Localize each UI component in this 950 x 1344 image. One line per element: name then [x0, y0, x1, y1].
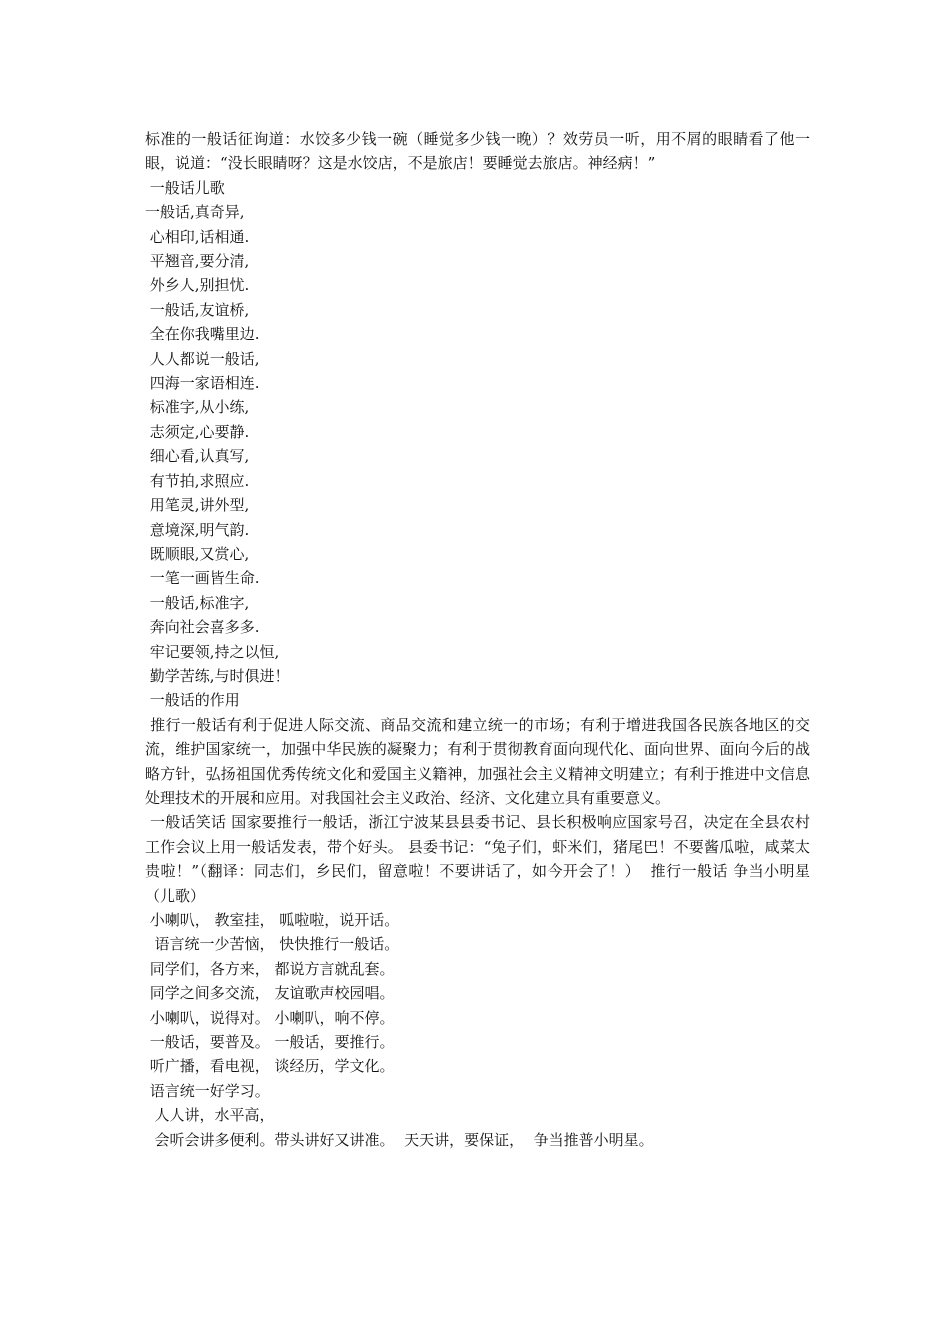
song1-line: 细心看,认真写,: [145, 447, 250, 466]
song2-line: 一般话，要普及。 一般话，要推行。: [145, 1033, 395, 1052]
song1-line: 勤学苦练,与时俱进！: [145, 666, 290, 685]
document-body: [145, 127, 815, 1152]
song1-line: 心相印,话相通.: [145, 227, 250, 246]
song2-line: 语言统一好学习。: [145, 1081, 270, 1100]
song2-line: 同学们，各方来， 都说方言就乱套。: [145, 959, 395, 978]
role-section-title: 一般话的作用: [145, 691, 240, 710]
song1-line: 人人都说一般话,: [145, 349, 260, 368]
song1-line: 一般话,真奇异,: [145, 203, 245, 222]
song2-verses: [145, 908, 810, 1152]
song1-line: 一般话,友谊桥,: [145, 300, 250, 319]
song1-line: 标准字,从小练,: [145, 398, 250, 417]
song2-line: 语言统一少苦恼， 快快推行一般话。: [145, 935, 400, 954]
song1-line: 用笔灵,讲外型,: [145, 496, 250, 515]
song2-line: 同学之间多交流， 友谊歌声校园唱。: [145, 984, 395, 1003]
song1-line: 志须定,心要静.: [145, 422, 250, 441]
song2-line: 听广播，看电视， 谈经历，学文化。: [145, 1057, 395, 1076]
song1-verses: [145, 200, 810, 688]
song2-line: 人人讲，水平高，: [145, 1106, 275, 1125]
song1-line: 牢记要领,持之以恒,: [145, 642, 280, 661]
song2-line: 小喇叭， 教室挂， 呱啦啦，说开话。: [145, 911, 400, 929]
song1-line: 一般话,标准字,: [145, 593, 250, 612]
role-paragraph: 推行一般话有利于促进人际交流、商品交流和建立统一的市场；有利于增进我国各民族各地区的交流，维护国家统一，加强中华民族的凝聚力；有利于贯彻教育面向现代化、面向世界、面向今后的战略方针，弘扬祖国优秀传统文化和爱国主义籍神，加强社会主义精神文明建立；有利于推进中文信息处理技术的开展和应用。对我国社会主义政治、经济、文化建立具有重要意义。: [145, 715, 810, 807]
song1-title: 一般话儿歌: [145, 178, 225, 197]
song1-line: 全在你我嘴里边.: [145, 325, 260, 344]
song1-line: 有节拍,求照应.: [145, 471, 250, 490]
song2-line: 会听会讲多便利。带头讲好又讲准。 天天讲，要保证， 争当推普小明星。: [145, 1130, 654, 1149]
joke-paragraph: 一般话笑话 国家要推行一般话，浙江宁波某县县委书记、县长积极响应国家号召，决定在全县农村工作会议上用一般话发表，带个好头。 县委书记：“兔子们，虾米们，猪尾巴！不要酱瓜啦，咸菜太贵啦！”（翻译：同志们，乡民们，留意啦！不要讲话了，如今开会了！） 推行一般话 争当小明星 （儿歌）: [145, 813, 815, 905]
song1-line: 奔向社会喜多多.: [145, 618, 260, 637]
song1-line: 四海一家语相连.: [145, 374, 260, 393]
song1-line: 平翘音,要分清,: [145, 252, 250, 271]
song1-line: 外乡人,别担忧.: [145, 276, 250, 295]
opening-paragraph: 标准的一般话征询道：水饺多少钱一碗（睡觉多少钱一晚）？效劳员一听，用不屑的眼睛看了他一眼，说道：“没长眼睛呀？这是水饺店，不是旅店！要睡觉去旅店。神经病！”: [145, 130, 810, 173]
song1-line: 意境深,明气韵.: [145, 520, 250, 539]
song1-line: 既顺眼,又赏心,: [145, 544, 250, 563]
song2-line: 小喇叭，说得对。 小喇叭，响不停。: [145, 1008, 395, 1027]
song1-line: 一笔一画皆生命.: [145, 569, 260, 588]
